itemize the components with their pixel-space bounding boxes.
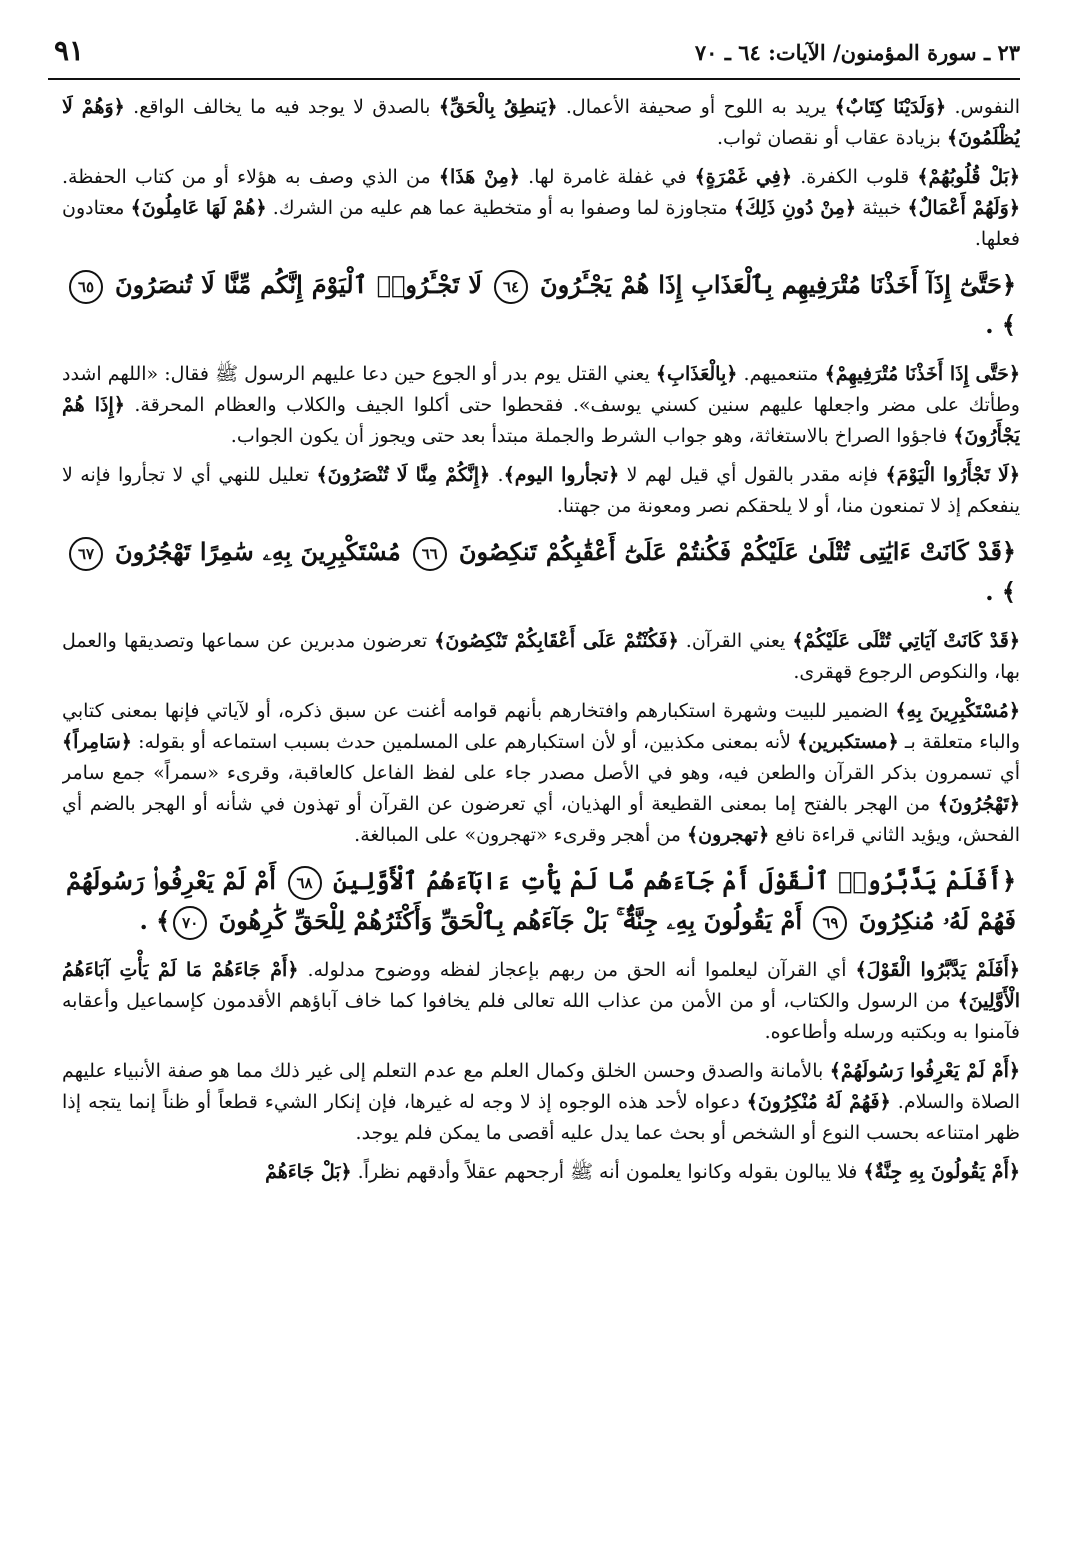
commentary-text: متنعميهم. (737, 363, 825, 385)
commentary-paragraph (62, 1056, 1020, 1149)
commentary-text: من الرسول والكتاب، أو من الأمن من عذاب الله تعالى فلم يخافوا كما خاف آباؤهم الأقدمون كإسماعيل وأعقابه فآمنوا به وبكتبه ورسله وأطاعوه. (62, 990, 1020, 1043)
commentary-text: بالأمانة والصدق وحسن الخلق وكمال العلم مع عدم التعلم إلى غير ذلك مما هو صفة الأنبياء عليهم الصلاة والسلام. (62, 1060, 1020, 1113)
commentary-text: فلا يبالون بقوله وكانوا يعلمون أنه ﷺ أرجحهم عقلاً وأدقهم نظراً. (351, 1161, 864, 1183)
page-number: ٩١ (54, 34, 85, 67)
quoted-verse-phrase: ﴿إِنَّكُمْ مِنَّا لَا تُنْصَرُونَ﴾ (316, 464, 491, 486)
commentary-text: في غفلة غامرة لها. (519, 166, 695, 188)
quoted-verse-phrase: ﴿مُسْتَكْبِرِينَ بِهِ﴾ (895, 700, 1020, 722)
quoted-verse-phrase: ﴿بَلْ جَاءَهُمْ (265, 1161, 352, 1183)
quoted-verse-phrase: ﴿أَمْ يَقُولُونَ بِهِ جِنَّةٌ﴾ (863, 1161, 1020, 1183)
commentary-text: فاجؤوا الصراخ بالاستغاثة، وهو جواب الشرط والجملة مبتدأ بعد حتى ويجوز أن يكون الجواب. (230, 425, 954, 447)
commentary-text: لأنه بمعنى مكذبين، أو لأن استكبارهم على المسلمين حدث بسبب استماعه أو بقوله: (131, 731, 798, 753)
quoted-verse-phrase: ﴿أَمْ جَاءَهُمْ مَا لَمْ يَأْتِ آبَاءَهُمُ الْأَوَّلِينَ﴾ (62, 959, 1020, 1012)
quoted-verse-phrase: ﴿إِذَا هُمْ يَجْأَرُونَ﴾ (62, 394, 1020, 447)
quran-verse-block (66, 265, 1016, 345)
ayah-number-marker: ٧٠ (173, 906, 207, 940)
commentary-text: يعني القرآن. (678, 630, 793, 652)
commentary-text: الضمير للبيت وشهرة استكبارهم وافتخارهم بأنهم قوامه أغنت عن سبق ذكره، أو لآياتي فإنها بمعنى كتابي والباء متعلقة بـ (62, 700, 1020, 753)
quoted-verse-phrase: ﴿فِي غَمْرَةٍ﴾ (694, 166, 792, 188)
commentary-text: من الهجر بالفتح إما بمعنى القطيعة أو الهذيان، أي تعرضون عن القرآن أو تهذون في شأنه أو الهجر بالضم أي الفحش، ويؤيد الثاني قراءة نافع (62, 793, 1020, 846)
quoted-verse-phrase: ﴿حَتَّى إِذَا أَخَذْنَا مُتْرَفِيهِمْ﴾ (824, 363, 1020, 385)
commentary-text: من أهجر وقرىء «تهجرون» على المبالغة. (354, 824, 688, 846)
commentary-text: بالصدق لا يوجد فيه ما يخالف الواقع. (124, 96, 439, 118)
commentary-paragraph (62, 696, 1020, 851)
commentary-text: أي القرآن ليعلموا أنه الحق من ربهم بإعجاز لفظه ووضوح مدلوله. (298, 959, 856, 981)
quran-verse-block (66, 861, 1016, 941)
commentary-text: خبيثة (856, 197, 908, 219)
quoted-verse-phrase: ﴿سَامِراً﴾ (62, 731, 132, 753)
quoted-verse-phrase: ﴿مستكبرين﴾ (797, 731, 899, 753)
ayah-number-marker: ٦٨ (288, 866, 322, 900)
commentary-text: النفوس. (946, 96, 1020, 118)
commentary-paragraph (62, 460, 1020, 522)
quoted-verse-phrase: ﴿أَمْ لَمْ يَعْرِفُوا رَسُولَهُمْ﴾ (829, 1060, 1020, 1082)
quoted-verse-phrase: ﴿فَكُنْتُمْ عَلَى أَعْقَابِكُمْ تَنْكِصُونَ﴾ (434, 630, 679, 652)
commentary-text: متجاوزة لما وصفوا به أو متخطية عما هم عليه من الشرك. (266, 197, 734, 219)
quoted-verse-phrase: ﴿مِنْ هَذَا﴾ (438, 166, 520, 188)
commentary-text: يعني القتل يوم بدر أو الجوع حين دعا عليهم الرسول ﷺ فقال: «اللهم اشدد وطأتك على مضر واجعلها عليهم سنين كسني يوسف». فقحطوا حتى أكلوا الجيف والكلاب والعظام المحرقة. (62, 363, 1020, 416)
page-body (62, 92, 1020, 1543)
commentary-text: أي تسمرون بذكر القرآن والطعن فيه، وهو في الأصل مصدر جاء على لفظ الفاعل كالعاقبة، وقرىء «سمراً» جمع سامر (62, 762, 1020, 784)
commentary-text: يريد به اللوح أو صحيفة الأعمال. (557, 96, 835, 118)
commentary-text: ﴾ . (985, 577, 1016, 606)
quoted-verse-phrase: ﴿مِنْ دُونِ ذَلِكَ﴾ (733, 197, 857, 219)
ayah-number-marker: ٦٦ (413, 537, 447, 571)
commentary-text: ﴿أَفَلَمْ يَدَّبَّرُوا۟ ٱلْقَوْلَ أَمْ جَآءَهُم مَّا لَمْ يَأْتِ ءَابَآءَهُمُ ٱلْأَوَّلِينَ (324, 866, 1017, 895)
quoted-verse-phrase: ﴿لَا تَجْأَرُوا الْيَوْمَ﴾ (885, 464, 1020, 486)
commentary-text: لَا تَجْـَٔرُوا۟ ٱلْيَوْمَ إِنَّكُم مِّنَّا لَا تُنصَرُونَ (106, 270, 492, 299)
quoted-verse-phrase: ﴿وَلَهُمْ أَعْمَالٌ﴾ (907, 197, 1020, 219)
commentary-paragraph (62, 1157, 1020, 1188)
commentary-text: أَمْ لَمْ يَعْرِفُوا۟ رَسُولَهُمْ فَهُمْ لَهُۥ مُنكِرُونَ (66, 866, 1016, 935)
commentary-text: ﴾ . (985, 310, 1016, 339)
quoted-verse-phrase: ﴿بَلْ قُلُوبُهُمْ﴾ (917, 166, 1020, 188)
quoted-verse-phrase: ﴿فَهُمْ لَهُ مُنْكِرُونَ﴾ (746, 1091, 891, 1113)
commentary-paragraph (62, 359, 1020, 452)
commentary-text: أَمْ يَقُولُونَ بِهِۦ جِنَّةٌۢ ۚ بَلْ جَآءَهُم بِٱلْحَقِّ وَأَكْثَرُهُمْ لِلْحَقِّ كَٰرِهُونَ (210, 906, 811, 935)
page-header (48, 30, 1020, 80)
quoted-verse-phrase: ﴿تهجرون﴾ (687, 824, 770, 846)
commentary-text: بزيادة عقاب أو نقصان ثواب. (716, 127, 947, 149)
commentary-paragraph (62, 626, 1020, 688)
commentary-paragraph (62, 162, 1020, 255)
commentary-text: مُسْتَكْبِرِينَ بِهِۦ سَٰمِرًا تَهْجُرُونَ (106, 537, 410, 566)
quoted-verse-phrase: ﴿بِالْعَذَابِ﴾ (655, 363, 738, 385)
ayah-number-marker: ٦٥ (69, 270, 103, 304)
commentary-text: تعرضون مدبرين عن سماعها وتصديقها والعمل بها، والنكوص الرجوع قهقرى. (62, 630, 1020, 683)
commentary-text: فإنه مقدر بالقول أي قيل لهم لا (619, 464, 886, 486)
commentary-text: من الذي وصف به هؤلاء أو من كتاب الحفظة. (62, 166, 439, 188)
quoted-verse-phrase: ﴿وَهُمْ لَا يُظْلَمُونَ﴾ (62, 96, 1020, 149)
commentary-text: ﴿حَتَّىٰٓ إِذَآ أَخَذْنَا مُتْرَفِيهِم بِٱلْعَذَابِ إِذَا هُمْ يَجْـَٔرُونَ (531, 270, 1017, 299)
ayah-number-marker: ٦٧ (69, 537, 103, 571)
commentary-text: دعواه لأحد هذه الوجوه إذ لا وجه له غيرها، فإن إنكار الشيء قطعاً أو ظناً إنما يتجه إذا ظهر امتناعه بحسب النوع أو الشخص أو بحث عما يدل عليه أقصى ما يمكن فلم يوجد. (62, 1091, 1020, 1144)
commentary-paragraph (62, 955, 1020, 1048)
quoted-verse-phrase: ﴿تَهْجُرُونَ﴾ (937, 793, 1020, 815)
commentary-text: تعليل للنهي أي لا تجأروا فإنه لا ينفعكم إذ لا تمنعون منا، أو لا يلحقكم نصر ومعونة من جهتنا. (62, 464, 1020, 517)
quran-verse-block (66, 532, 1016, 612)
quoted-verse-phrase: ﴿يَنطِقُ بِالْحَقِّ﴾ (438, 96, 558, 118)
ayah-number-marker: ٦٤ (494, 270, 528, 304)
commentary-text: ﴾ . (139, 906, 171, 935)
quoted-verse-phrase: ﴿هُمْ لَهَا عَامِلُونَ﴾ (130, 197, 267, 219)
ayah-number-marker: ٦٩ (813, 906, 847, 940)
quoted-verse-phrase: ﴿وَلَدَيْنَا كِتَابٌ﴾ (834, 96, 947, 118)
commentary-paragraph (62, 92, 1020, 154)
commentary-text: معتادون فعلها. (62, 197, 1020, 250)
quoted-verse-phrase: ﴿قَدْ كَانَتْ آيَاتِي تُتْلَى عَلَيْكُمْ﴾ (792, 630, 1020, 652)
quoted-verse-phrase: ﴿تجأروا اليوم﴾ (503, 464, 620, 486)
commentary-text: . (490, 464, 504, 486)
running-title: ٢٣ ـ سورة المؤمنون/ الآيات: ٦٤ ـ ٧٠ (694, 40, 1020, 65)
commentary-text: قلوب الكفرة. (792, 166, 918, 188)
quoted-verse-phrase: ﴿أَفَلَمْ يَدَّبَّرُوا الْقَوْلَ﴾ (855, 959, 1020, 981)
commentary-text: ﴿قَدْ كَانَتْ ءَايَٰتِى تُتْلَىٰ عَلَيْكُمْ فَكُنتُمْ عَلَىٰٓ أَعْقَٰبِكُمْ تَنكِصُونَ (449, 537, 1016, 566)
